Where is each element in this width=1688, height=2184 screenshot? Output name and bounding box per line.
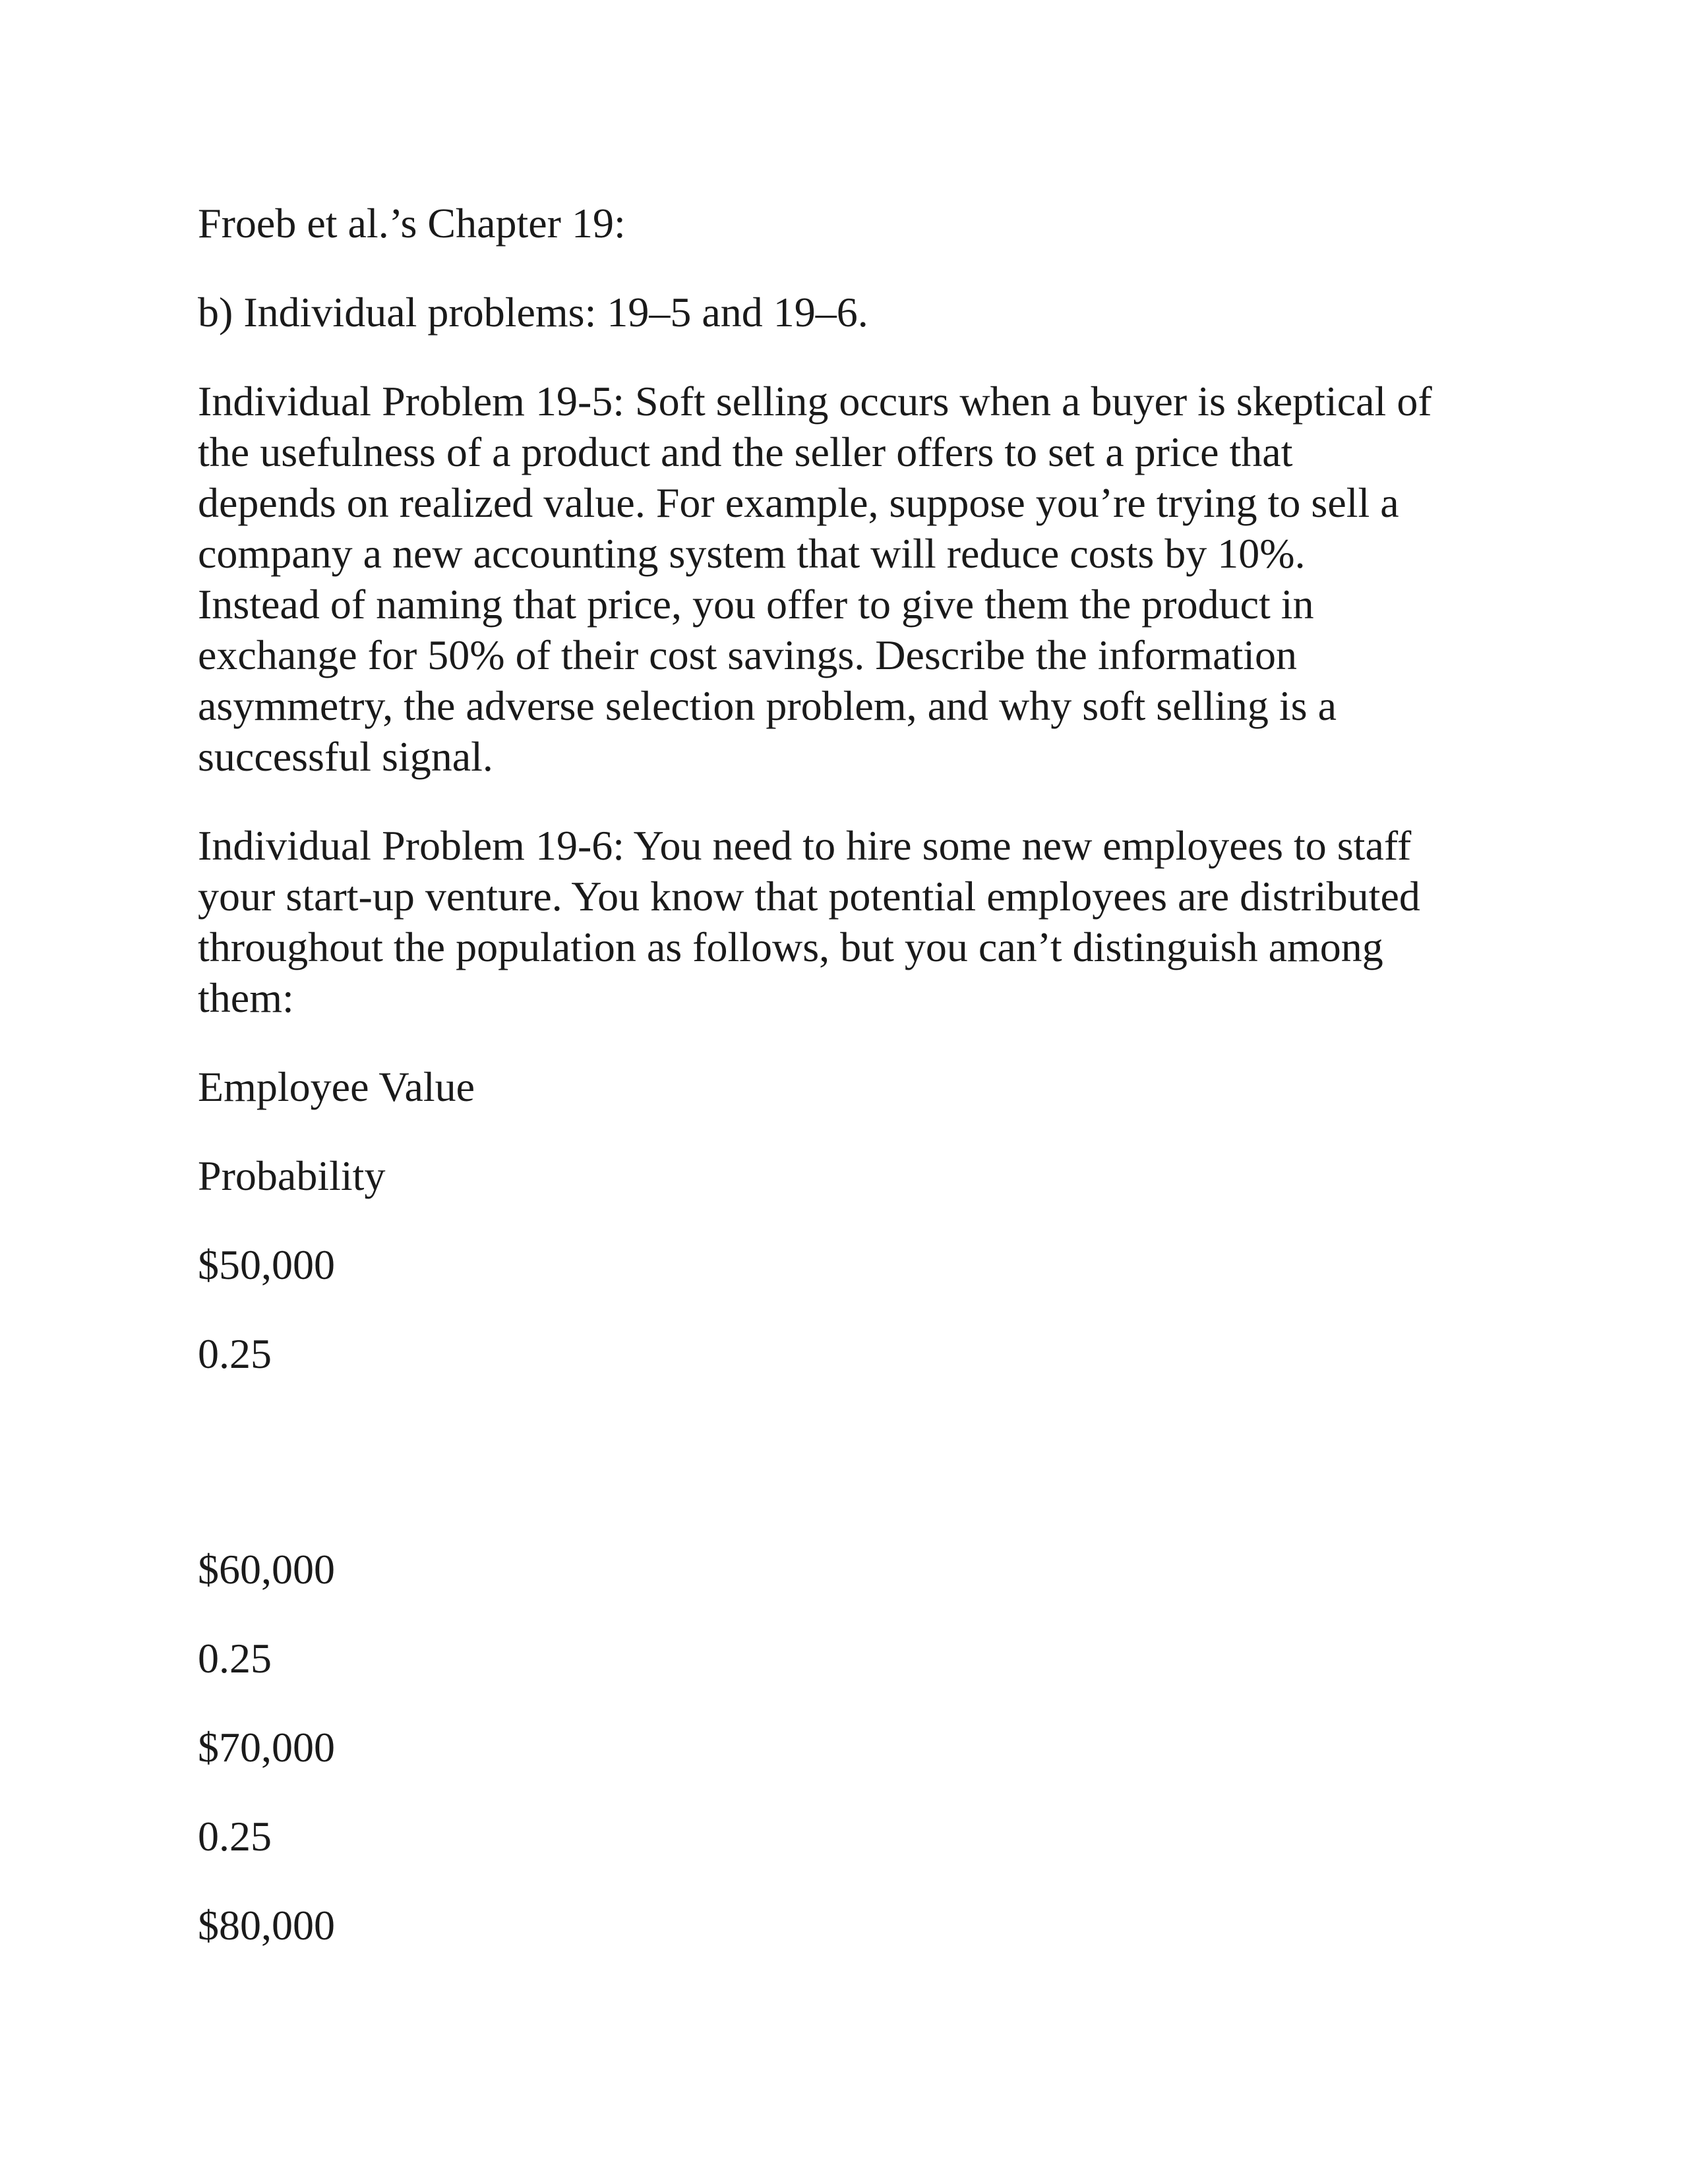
chapter-heading: Froeb et al.’s Chapter 19: (198, 200, 626, 247)
problem-19-5-line: Individual Problem 19-5: Soft selling occurs when a buyer is skeptical of (198, 378, 1432, 425)
problem-19-5-line: asymmetry, the adverse selection problem, and why soft selling is a (198, 682, 1337, 729)
employee-value-cell: $70,000 (198, 1724, 335, 1771)
problem-19-5-line: exchange for 50% of their cost savings. Describe the information (198, 632, 1298, 678)
problem-19-5-line: successful signal. (198, 733, 493, 780)
probability-cell: 0.25 (198, 1635, 272, 1682)
employee-value-cell: $60,000 (198, 1546, 335, 1593)
problem-19-6-line: throughout the population as follows, but you can’t distinguish among (198, 924, 1383, 970)
problem-19-6-line: your start-up venture. You know that potential employees are distributed (198, 873, 1420, 920)
table-header-employee-value: Employee Value (198, 1063, 475, 1110)
probability-cell: 0.25 (198, 1330, 272, 1377)
table-header-probability: Probability (198, 1152, 386, 1199)
problem-19-5-line: depends on realized value. For example, suppose you’re trying to sell a (198, 479, 1399, 526)
problem-19-5-line: Instead of naming that price, you offer to give them the product in (198, 581, 1314, 628)
employee-value-cell: $80,000 (198, 1902, 335, 1949)
problem-19-6-line: them: (198, 974, 294, 1021)
assignment-subheading: b) Individual problems: 19–5 and 19–6. (198, 289, 868, 336)
problem-19-6-paragraph (198, 820, 1503, 1023)
problem-19-5-line: the usefulness of a product and the seller offers to set a price that (198, 428, 1293, 475)
probability-cell: 0.25 (198, 1813, 272, 1860)
problem-19-5-paragraph (198, 376, 1503, 782)
employee-value-cell: $50,000 (198, 1241, 335, 1288)
document-body (198, 198, 1503, 1951)
problem-19-6-line: Individual Problem 19-6: You need to hire some new employees to staff (198, 822, 1412, 869)
problem-19-5-line: company a new accounting system that will reduce costs by 10%. (198, 530, 1306, 577)
